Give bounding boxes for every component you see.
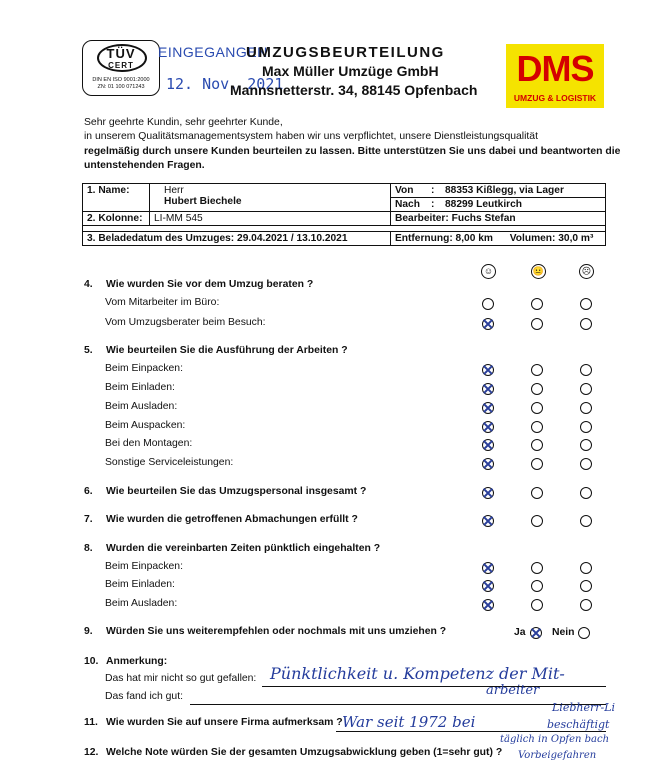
q9-nein-label: Nein [552, 627, 575, 638]
name-label: 1. Name: [83, 184, 150, 212]
q4-buero-neutral-radio[interactable] [531, 298, 543, 310]
company-name: Max Müller Umzüge GmbH [262, 63, 439, 79]
q10-negative-line[interactable] [262, 686, 606, 687]
q10-sub-negative: Das hat mir nicht so gut gefallen: [105, 673, 257, 684]
q5-einladen-good-radio[interactable] [482, 383, 494, 395]
company-address: Mannsnetterstr. 34, 88145 Opfenbach [230, 82, 478, 98]
q9-nein-radio[interactable] [578, 627, 590, 639]
question-4 [84, 279, 313, 290]
q5-auspacken-bad-radio[interactable] [580, 421, 592, 433]
q8-einladen-neutral-radio[interactable] [531, 580, 543, 592]
q5-einladen-bad-radio[interactable] [580, 383, 592, 395]
q5-sub-montagen: Bei den Montagen: [105, 438, 193, 449]
question-text: Anmerkung: [106, 656, 168, 667]
source-note-1: Liebherr-Li [552, 701, 616, 714]
question-text: Welche Note würden Sie der gesamten Umzugsabwicklung geben (1=sehr gut) ? [106, 747, 503, 758]
question-text: Würden Sie uns weiterempfehlen oder nochmals mit uns umziehen ? [106, 626, 447, 637]
q5-einpacken-bad-radio[interactable] [580, 364, 592, 376]
q5-sub-einpacken: Beim Einpacken: [105, 363, 183, 374]
q9-ja-label: Ja [514, 627, 526, 638]
dms-logo-text: DMS [516, 48, 594, 89]
q4-sub-buero: Vom Mitarbeiter im Büro: [105, 297, 220, 308]
question-number: 4. [84, 279, 93, 290]
q4-besuch-neutral-radio[interactable] [531, 318, 543, 330]
q4-sub-besuch: Vom Umzugsberater beim Besuch: [105, 317, 266, 328]
received-stamp: EINGEGANGEN [158, 44, 268, 60]
intro-line: untenstehenden Fragen. [84, 160, 205, 172]
remark-handwriting-1: Pünktlichkeit u. Kompetenz der Mit- [270, 664, 565, 683]
question-number: 7. [84, 514, 93, 525]
q8-einpacken-bad-radio[interactable] [580, 562, 592, 574]
dms-logo-tagline: UMZUG & LOGISTIK [513, 93, 597, 103]
q4-besuch-good-radio[interactable] [482, 318, 494, 330]
tuv-cert-logo [82, 40, 160, 96]
q4-buero-good-radio[interactable] [482, 298, 494, 310]
q6-good-radio[interactable] [482, 487, 494, 499]
q5-auspacken-neutral-radio[interactable] [531, 421, 543, 433]
q5-sub-ausladen: Beim Ausladen: [105, 401, 178, 412]
q5-service-neutral-radio[interactable] [531, 458, 543, 470]
intro-line: Sehr geehrte Kundin, sehr geehrter Kunde, [84, 117, 283, 128]
nach-colon: : [431, 199, 435, 210]
customer-info-table [82, 183, 606, 246]
source-note-4: Vorbeigefahren [518, 750, 597, 761]
kolonne-value: LI-MM 545 [150, 212, 391, 226]
q5-sub-einladen: Beim Einladen: [105, 382, 175, 393]
q8-sub-ausladen: Beim Ausladen: [105, 598, 178, 609]
q6-bad-radio[interactable] [580, 487, 592, 499]
q5-sub-service: Sonstige Serviceleistungen: [105, 457, 234, 468]
intro-line: in unserem Qualitätsmanagementsystem haben wir uns verpflichtet, unsere Dienstleistungsqualität [84, 131, 538, 143]
question-10 [84, 656, 167, 667]
question-text: Wurden die vereinbarten Zeiten pünktlich eingehalten ? [106, 543, 381, 554]
route-cell [391, 184, 606, 212]
question-number: 5. [84, 345, 93, 356]
question-6 [84, 486, 366, 497]
question-text: Wie wurden Sie auf unsere Firma aufmerksam ? [106, 717, 343, 728]
q5-einpacken-good-radio[interactable] [482, 364, 494, 376]
kolonne-label: 2. Kolonne: [83, 212, 150, 226]
intro-line: regelmäßig durch unsere Kunden beurteilen zu lassen. Bitte unterstützen Sie uns dabei und beantworten die [84, 145, 621, 157]
source-handwriting: War seit 1972 bei [342, 713, 476, 731]
q8-sub-einpacken: Beim Einpacken: [105, 561, 183, 572]
q10-positive-line[interactable] [190, 704, 606, 705]
q5-auspacken-good-radio[interactable] [482, 421, 494, 433]
entfernung: Entfernung: 8,00 km [391, 232, 506, 246]
question-number: 11. [84, 717, 98, 728]
q5-service-bad-radio[interactable] [580, 458, 592, 470]
q8-ausladen-good-radio[interactable] [482, 599, 494, 611]
question-text: Wie beurteilen Sie das Umzugspersonal insgesamt ? [106, 486, 367, 497]
q8-ausladen-neutral-radio[interactable] [531, 599, 543, 611]
name-salutation: Herr [164, 185, 184, 196]
q5-sub-auspacken: Beim Auspacken: [105, 420, 186, 431]
q8-einpacken-good-radio[interactable] [482, 562, 494, 574]
q5-montagen-good-radio[interactable] [482, 439, 494, 451]
question-number: 9. [84, 626, 93, 637]
question-text: Wie wurden die getroffenen Abmachungen erfüllt ? [106, 514, 358, 525]
question-9 [84, 626, 446, 637]
smiley-bad-icon: ☹ [579, 264, 594, 279]
nach-value: 88299 Leutkirch [445, 199, 523, 210]
q10-sub-positive: Das fand ich gut: [105, 691, 183, 702]
smiley-good-icon: ☺ [481, 264, 496, 279]
q6-neutral-radio[interactable] [531, 487, 543, 499]
volumen: Volumen: 30,0 m³ [506, 232, 606, 246]
q5-ausladen-neutral-radio[interactable] [531, 402, 543, 414]
tuv-logo-iso: DIN EN ISO 9001:2000 [92, 77, 150, 83]
q8-einladen-good-radio[interactable] [482, 580, 494, 592]
question-8 [84, 543, 380, 554]
question-number: 6. [84, 486, 93, 497]
q4-besuch-bad-radio[interactable] [580, 318, 592, 330]
question-text: Wie wurden Sie vor dem Umzug beraten ? [106, 279, 314, 290]
von-colon: : [431, 185, 435, 196]
intro-text [84, 116, 621, 174]
smiley-neutral-icon: 😐 [531, 264, 546, 279]
q7-good-radio[interactable] [482, 515, 494, 527]
received-stamp-date: 12. Nov. 2021 [166, 75, 284, 93]
q5-einladen-neutral-radio[interactable] [531, 383, 543, 395]
question-5 [84, 345, 348, 356]
remark-handwriting-2: arbeiter [486, 683, 540, 698]
q5-montagen-neutral-radio[interactable] [531, 439, 543, 451]
q9-ja-radio[interactable] [530, 627, 542, 639]
q5-einpacken-neutral-radio[interactable] [531, 364, 543, 376]
name-value [150, 184, 391, 212]
question-11 [84, 717, 343, 728]
question-text: Wie beurteilen Sie die Ausführung der Arbeiten ? [106, 345, 348, 356]
question-number: 10. [84, 656, 99, 667]
question-7 [84, 514, 358, 525]
q7-neutral-radio[interactable] [531, 515, 543, 527]
q5-ausladen-good-radio[interactable] [482, 402, 494, 414]
q5-montagen-bad-radio[interactable] [580, 439, 592, 451]
q8-ausladen-bad-radio[interactable] [580, 599, 592, 611]
page-title: UMZUGSBEURTEILUNG [246, 44, 445, 61]
q8-einpacken-neutral-radio[interactable] [531, 562, 543, 574]
q4-buero-bad-radio[interactable] [580, 298, 592, 310]
dms-logo [506, 44, 604, 108]
tuv-logo-cert: CERT [108, 61, 134, 70]
question-12 [84, 747, 502, 758]
source-note-2: beschäftigt [547, 718, 610, 731]
beladedatum: 3. Beladedatum des Umzuges: 29.04.2021 / 13.10.2021 [83, 232, 391, 246]
name-full: Hubert Biechele [164, 196, 242, 207]
q11-answer-line[interactable] [336, 731, 606, 732]
q5-service-good-radio[interactable] [482, 458, 494, 470]
q7-bad-radio[interactable] [580, 515, 592, 527]
von-label: Von [395, 185, 414, 196]
question-number: 8. [84, 543, 93, 554]
q8-sub-einladen: Beim Einladen: [105, 579, 175, 590]
q5-ausladen-bad-radio[interactable] [580, 402, 592, 414]
source-note-3: täglich in Opfen bach [500, 734, 610, 745]
von-value: 88353 Kißlegg, via Lager [445, 185, 564, 196]
tuv-logo-zn: ZN: 01 100 071243 [97, 84, 145, 90]
tuv-logo-text: TÜV [106, 46, 136, 61]
nach-label: Nach [395, 199, 420, 210]
bearbeiter: Bearbeiter: Fuchs Stefan [391, 212, 606, 226]
q8-einladen-bad-radio[interactable] [580, 580, 592, 592]
question-number: 12. [84, 747, 99, 758]
